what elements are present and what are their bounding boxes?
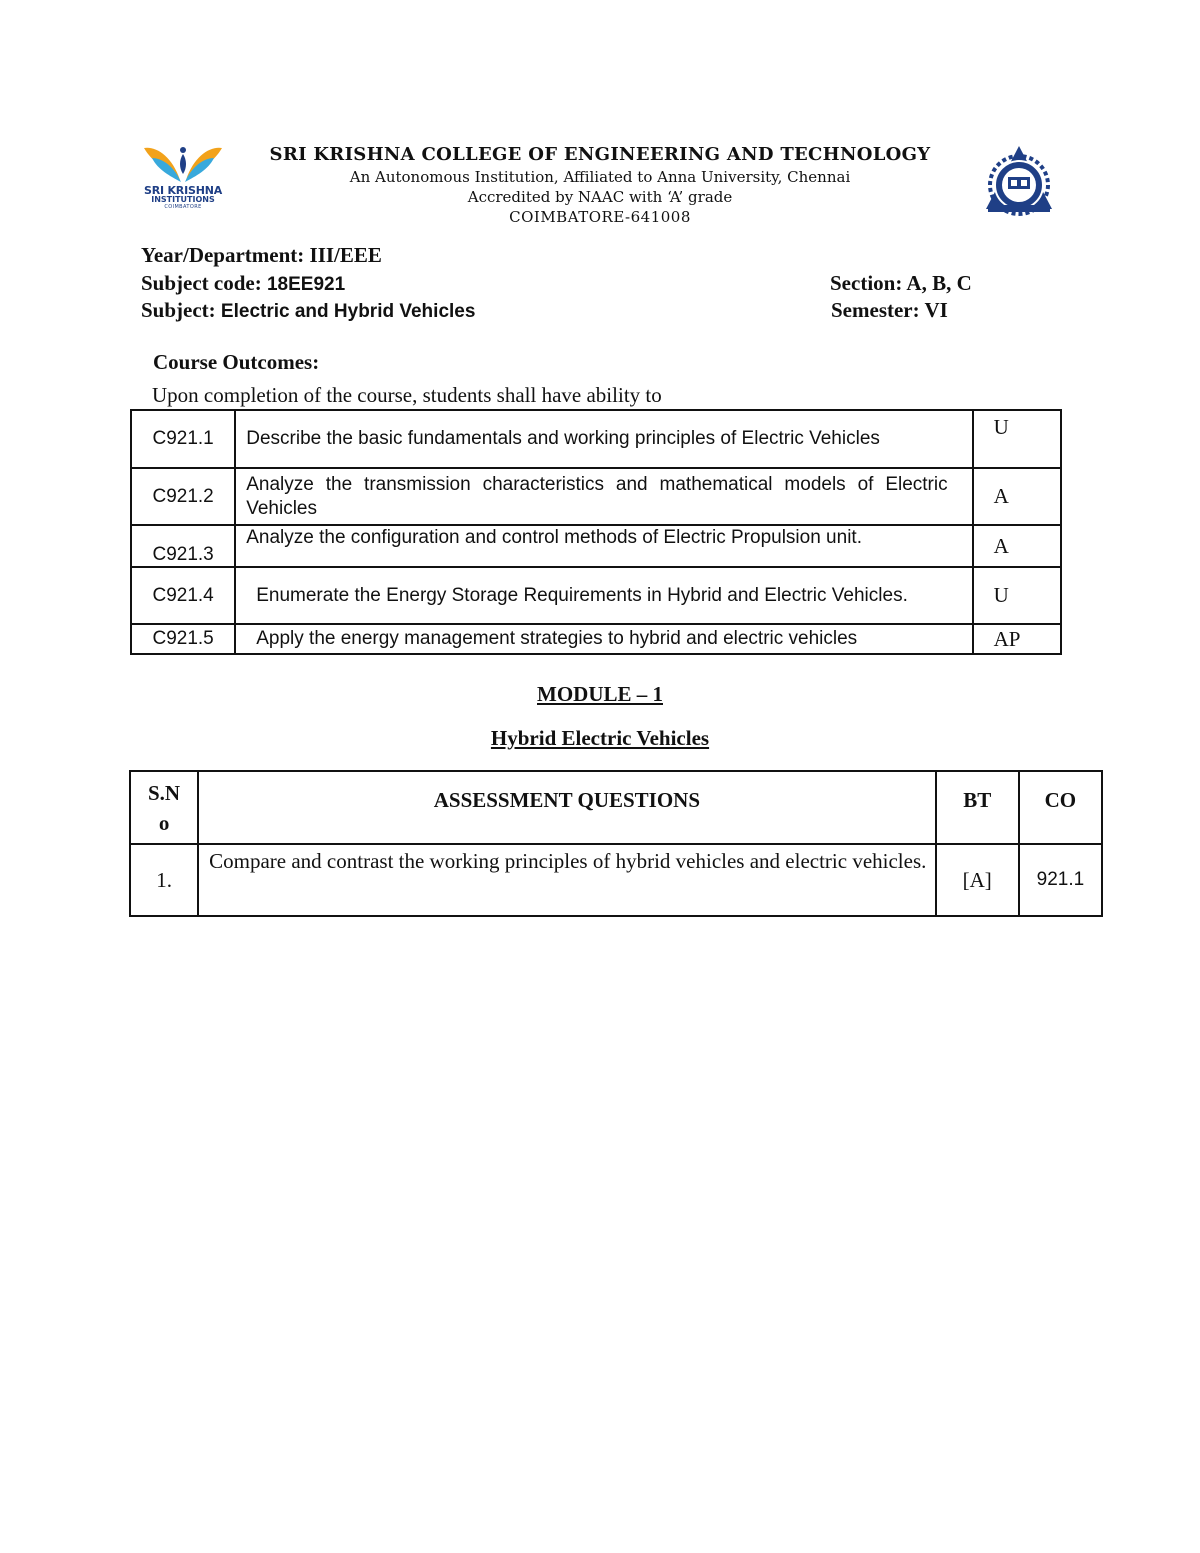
co-level: U — [973, 567, 1061, 624]
institution-logo-right — [982, 143, 1056, 217]
co-code: C921.3 — [131, 525, 235, 567]
sno-header-line2: o — [158, 810, 170, 835]
co-row — [131, 624, 1061, 654]
co-row — [131, 468, 1061, 525]
assessment-table — [129, 770, 1103, 917]
semester-value: VI — [924, 298, 948, 322]
course-outcomes-table — [130, 409, 1062, 655]
subject-code-value: 18EE921 — [266, 274, 346, 295]
college-name: SRI KRISHNA COLLEGE OF ENGINEERING AND TECHNOLOGY — [269, 144, 931, 165]
sno-header-line1: S.N — [148, 780, 181, 805]
co-level: A — [973, 468, 1061, 525]
question-co: 921.1 — [1019, 844, 1102, 916]
co-row — [131, 410, 1061, 468]
subject-label: Subject: — [141, 298, 216, 322]
college-seal-icon — [982, 143, 1056, 217]
co-level: A — [973, 525, 1061, 567]
bt-header: BT — [936, 771, 1019, 844]
year-department — [141, 243, 382, 268]
section — [830, 271, 972, 296]
sno-header — [130, 771, 198, 844]
year-department-value: III/EEE — [309, 243, 382, 267]
course-outcomes-heading: Course Outcomes: — [153, 350, 320, 374]
assessment-header-row — [130, 771, 1102, 844]
module-subtitle: Hybrid Electric Vehicles — [490, 726, 710, 750]
semester-label: Semester: — [831, 298, 920, 322]
subject — [141, 298, 475, 323]
module-title: MODULE – 1 — [537, 682, 663, 706]
co-description: Apply the energy management strategies to hybrid and electric vehicles — [235, 624, 972, 654]
institution-logo-left — [138, 140, 228, 212]
co-description: Describe the basic fundamentals and working principles of Electric Vehicles — [235, 410, 972, 468]
co-level: AP — [973, 624, 1061, 654]
co-code: C921.2 — [131, 468, 235, 525]
co-level: U — [973, 410, 1061, 468]
co-code: C921.5 — [131, 624, 235, 654]
co-row — [131, 567, 1061, 624]
question-number: 1. — [130, 844, 198, 916]
co-description: Analyze the transmission characteristics and mathematical models of Electric Vehicles — [235, 468, 972, 525]
question-bt: [A] — [936, 844, 1019, 916]
logo-text-name: SRI KRISHNA — [143, 184, 223, 197]
co-code: C921.4 — [131, 567, 235, 624]
subject-code — [141, 271, 345, 296]
question-header: ASSESSMENT QUESTIONS — [198, 771, 936, 844]
logo-text-institutions: INSTITUTIONS — [151, 195, 215, 204]
course-outcomes-intro: Upon completion of the course, students shall have ability to — [152, 383, 662, 407]
college-header — [240, 144, 960, 228]
logo-text-city: COIMBATORE — [164, 204, 202, 210]
assessment-row — [130, 844, 1102, 916]
section-label: Section: — [830, 271, 903, 295]
co-code: C921.1 — [131, 410, 235, 468]
section-value: A, B, C — [906, 271, 972, 295]
year-department-label: Year/Department: — [141, 243, 305, 267]
college-address: COIMBATORE-641008 — [509, 208, 691, 226]
sri-krishna-emblem — [138, 140, 228, 186]
co-description: Enumerate the Energy Storage Requirements in Hybrid and Electric Vehicles. — [235, 567, 972, 624]
co-header: CO — [1019, 771, 1102, 844]
question-text: Compare and contrast the working principles of hybrid vehicles and electric vehicles. — [198, 844, 936, 916]
co-description: Analyze the configuration and control methods of Electric Propulsion unit. — [235, 525, 972, 567]
college-accreditation: Accredited by NAAC with ‘A’ grade — [467, 188, 733, 206]
subject-code-label: Subject code: — [141, 271, 262, 295]
subject-value: Electric and Hybrid Vehicles — [220, 301, 476, 322]
college-affiliation: An Autonomous Institution, Affiliated to Anna University, Chennai — [349, 168, 851, 186]
semester — [831, 298, 948, 323]
co-row — [131, 525, 1061, 567]
